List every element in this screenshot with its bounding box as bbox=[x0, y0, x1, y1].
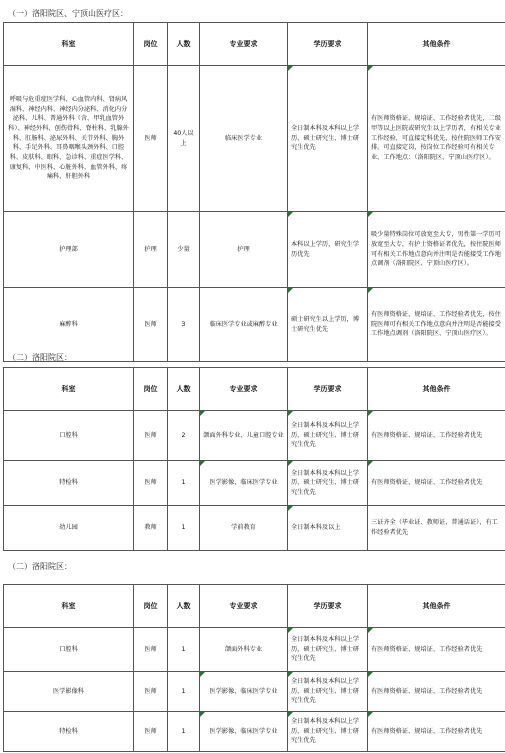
section-title: （二）洛阳院区： bbox=[8, 353, 72, 362]
section-title: （一）洛阳院区、宁顶山医疗区： bbox=[8, 9, 128, 18]
cell-post: 医师 bbox=[134, 288, 168, 362]
cell-post: 医师 bbox=[134, 712, 168, 752]
table-row bbox=[4, 288, 505, 362]
cell-major: 临床医学专业或麻醉专业 bbox=[200, 288, 288, 362]
header-count: 人数 bbox=[168, 368, 200, 411]
cell-major: 临床医学专业 bbox=[200, 66, 288, 212]
cell-dept: 特检科 bbox=[4, 712, 134, 752]
cell-post: 医师 bbox=[134, 411, 168, 461]
cell-edu: 全日制本科及本科以上学历，硕士研究生、博士研究生优先 bbox=[288, 628, 368, 672]
cell-dept: 特检科 bbox=[4, 461, 134, 506]
cell-edu: 全日制本科及本科以上学历，硕士研究生、博士研究生优先 bbox=[288, 672, 368, 712]
cell-other: 有医师资格证、规培证、工作经验者优先 bbox=[368, 672, 505, 712]
cell-edu: 全日制本科及本科以上学历，硕士研究生、博士研究生优先 bbox=[288, 461, 368, 506]
cell-other: 有医师资格证、规培证、工作经验者优先 bbox=[368, 411, 505, 461]
cell-other: 有医师资格证、规培证、工作经验者优先 bbox=[368, 461, 505, 506]
cell-dept: 医学影像科 bbox=[4, 672, 134, 712]
table-row bbox=[4, 411, 505, 461]
cell-major: 医学影像、临床医学专业 bbox=[200, 672, 288, 712]
cell-edu: 硕士研究生以上学历，博士研究生优先 bbox=[288, 288, 368, 362]
cell-dept: 护理部 bbox=[4, 212, 134, 288]
recruitment-table bbox=[3, 22, 505, 362]
cell-count: 少量 bbox=[168, 212, 200, 288]
header-count: 人数 bbox=[168, 585, 200, 628]
cell-post: 医师 bbox=[134, 461, 168, 506]
header-other: 其他条件 bbox=[368, 23, 505, 66]
table-header-row bbox=[4, 23, 505, 66]
cell-edu: 全日制本科及本科以上学历，硕士研究生、博士研究生优先 bbox=[288, 66, 368, 212]
cell-post: 医师 bbox=[134, 628, 168, 672]
header-dept: 科室 bbox=[4, 585, 134, 628]
table-header-row bbox=[4, 368, 505, 411]
cell-post: 教师 bbox=[134, 506, 168, 551]
header-post: 岗位 bbox=[134, 368, 168, 411]
table-header-row bbox=[4, 585, 505, 628]
header-dept: 科室 bbox=[4, 368, 134, 411]
recruitment-table bbox=[3, 584, 505, 752]
cell-edu: 全日制本科及本科以上学历，硕士研究生、博士研究生优先 bbox=[288, 411, 368, 461]
cell-count: 1 bbox=[168, 461, 200, 506]
table-row bbox=[4, 212, 505, 288]
header-other: 其他条件 bbox=[368, 368, 505, 411]
header-post: 岗位 bbox=[134, 585, 168, 628]
header-edu: 学历要求 bbox=[288, 368, 368, 411]
table-row bbox=[4, 712, 505, 752]
header-edu: 学历要求 bbox=[288, 23, 368, 66]
cell-dept: 口腔科 bbox=[4, 628, 134, 672]
cell-major: 医学影像、临床医学专业 bbox=[200, 461, 288, 506]
table-row bbox=[4, 66, 505, 212]
cell-major: 护理 bbox=[200, 212, 288, 288]
cell-major: 颌面外科专业 bbox=[200, 628, 288, 672]
cell-post: 护理 bbox=[134, 212, 168, 288]
cell-edu: 本科以上学历，研究生学历优先 bbox=[288, 212, 368, 288]
table-row bbox=[4, 628, 505, 672]
header-major: 专业要求 bbox=[200, 368, 288, 411]
cell-post: 医师 bbox=[134, 66, 168, 212]
cell-edu: 全日制本科及以上 bbox=[288, 506, 368, 551]
table-row bbox=[4, 506, 505, 551]
cell-count: 1 bbox=[168, 628, 200, 672]
header-post: 岗位 bbox=[134, 23, 168, 66]
cell-count: 1 bbox=[168, 672, 200, 712]
cell-major: 学前教育 bbox=[200, 506, 288, 551]
cell-other: 有医师资格证、规培证、工作经验者优先 bbox=[368, 628, 505, 672]
recruitment-table bbox=[3, 367, 505, 551]
cell-dept: 麻醉科 bbox=[4, 288, 134, 362]
header-major: 专业要求 bbox=[200, 585, 288, 628]
cell-post: 医师 bbox=[134, 672, 168, 712]
cell-other: 有医师资格证、规培证、工作经验者优先，二级甲等以上医院或研究生以上学历者，有相关专业工作经验，可直接定科优先，按住院医师工作安排。可直接定岗，按岗位工作经验可有相关专业、工作地点：（洛阳院区、宁顶山医疗区）。 bbox=[368, 66, 505, 212]
cell-count: 40人以上 bbox=[168, 66, 200, 212]
header-major: 专业要求 bbox=[200, 23, 288, 66]
cell-count: 2 bbox=[168, 411, 200, 461]
cell-major: 医学影像、临床医学专业 bbox=[200, 712, 288, 752]
cell-dept: 呼吸与危重症医学科、心血管内科、肾病风湿科、神经内科、神经内分泌科、消化内分泌科、儿科、普通外科（含、甲乳血管外科）、神经外科、创伤骨科、脊柱科、乳腺外科、肛肠科、泌尿外科、关节外科、胸外科、手足外科、耳鼻咽喉头颈外科、口腔科、皮肤科、眼科、急诊科、重症医学科、康复科、中医科、心脏外科、血管外科、疼痛科、肝胆外科 bbox=[4, 66, 134, 212]
cell-other: 吸少量特殊岗位可放宽至大专，男性第一学历可放宽至大专，有护士资格证者优先，按住院医师可有相关工作地点意向并注明是否能接受工作地点调剂（洛阳院区、宁顶山医疗区）。 bbox=[368, 212, 505, 288]
cell-count: 3 bbox=[168, 288, 200, 362]
cell-other: 三证齐全（毕业证、教师证、普通话证），有工作经验者优先 bbox=[368, 506, 505, 551]
header-edu: 学历要求 bbox=[288, 585, 368, 628]
cell-dept: 口腔科 bbox=[4, 411, 134, 461]
table-row bbox=[4, 672, 505, 712]
header-other: 其他条件 bbox=[368, 585, 505, 628]
header-count: 人数 bbox=[168, 23, 200, 66]
cell-count: 1 bbox=[168, 712, 200, 752]
cell-edu: 全日制本科及本科以上学历，硕士研究生、博士研究生优先 bbox=[288, 712, 368, 752]
cell-other: 有医师资格证、规培证、工作经验者优先，按住院医师可有相关工作地点意向并注明是否能接受工作地点调剂（洛阳院区、宁顶山医疗区）。 bbox=[368, 288, 505, 362]
cell-count: 1 bbox=[168, 506, 200, 551]
table-row bbox=[4, 461, 505, 506]
section-title: （二）洛阳院区： bbox=[8, 562, 72, 571]
cell-other: 有医师资格证、规培证、工作经验者优先 bbox=[368, 712, 505, 752]
cell-major: 颌面外科专业、儿童口腔专业 bbox=[200, 411, 288, 461]
cell-dept: 幼儿园 bbox=[4, 506, 134, 551]
header-dept: 科室 bbox=[4, 23, 134, 66]
